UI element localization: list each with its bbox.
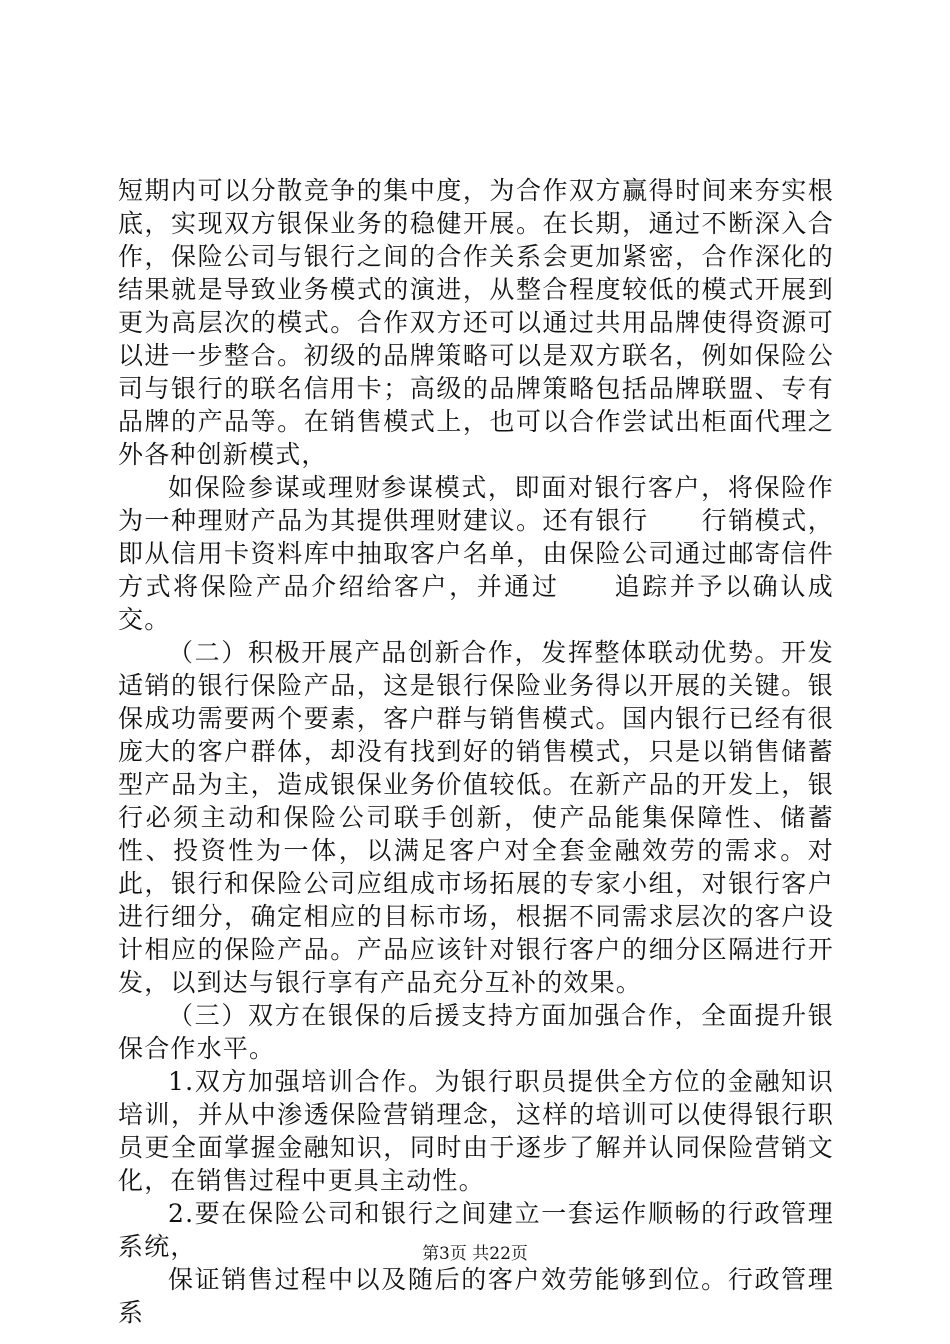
- paragraph-product-innovation: （二）积极开展产品创新合作，发挥整体联动优势。开发适销的银行保险产品，这是银行保险业务得以开展的关键。银保成功需要两个要素，客户群与销售模式。国内银行已经有很庞大的客户群体，却没有找到好的销售模式，只是以销售储蓄型产品为主，造成银保业务价值较低。在新产品的开发上，银行必须主动和保险公司联手创新，使产品能集保障性、储蓄性、投资性为一体，以满足客户对全套金融效劳的需求。对此，银行和保险公司应组成市场拓展的专家小组，对银行客户进行细分，确定相应的目标市场，根据不同需求层次的客户设计相应的保险产品。产品应该针对银行客户的细分区隔进行开发，以到达与银行享有产品充分互补的效果。: [118, 638, 834, 997]
- paragraph-backend-support: （三）双方在银保的后援支持方面加强合作，全面提升银保合作水平。: [118, 1001, 834, 1063]
- paragraph-cooperation-benefits: 短期内可以分散竞争的集中度，为合作双方赢得时间来夯实根底，实现双方银保业务的稳健开展。在长期，通过不断深入合作，保险公司与银行之间的合作关系会更加紧密，合作深化的结果就是导致业务模式的演进，从整合程度较低的模式开展到更为高层次的模式。合作双方还可以通过共用品牌使得资源可以进一步整合。初级的品牌策略可以是双方联名，例如保险公司与银行的联名信用卡；高级的品牌策略包括品牌联盟、专有品牌的产品等。在销售模式上，也可以合作尝试出柜面代理之外各种创新模式，: [118, 176, 834, 469]
- paragraph-sales-models: 如保险参谋或理财参谋模式，即面对银行客户，将保险作为一种理财产品为其提供理财建议。还有银行 行销模式，即从信用卡资料库中抽取客户名单，由保险公司通过邮寄信件方式将保险产品介绍给客户，并通过 追踪并予以确认成交。: [118, 473, 834, 634]
- paragraph-service-continuation: 保证销售过程中以及随后的客户效劳能够到位。行政管理系: [118, 1265, 834, 1327]
- paragraph-training: 1.双方加强培训合作。为银行职员提供全方位的金融知识培训，并从中渗透保险营销理念，这样的培训可以使得银行职员更全面掌握金融知识，同时由于逐步了解并认同保险营销文化，在销售过程中更具主动性。: [118, 1067, 834, 1195]
- paragraph-admin-system: 2.要在保险公司和银行之间建立一套运作顺畅的行政管理系统，: [118, 1199, 834, 1261]
- page-number-footer: 第3页 共22页: [422, 1244, 528, 1264]
- document-body: [118, 174, 834, 1329]
